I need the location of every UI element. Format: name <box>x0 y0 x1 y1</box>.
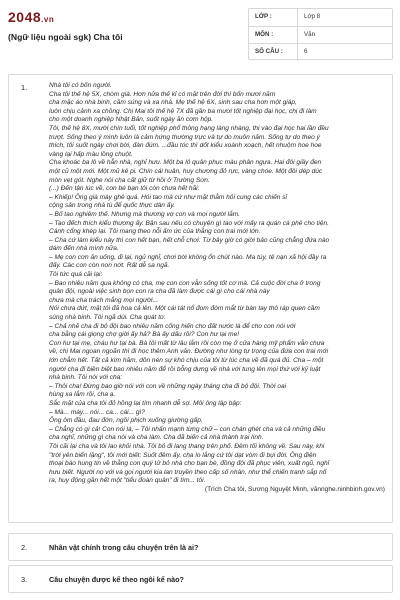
passage-line: Ông ôm đầu, đau đớn, ngồi phịch xuống giường gấp. <box>49 417 203 425</box>
passage-line: súng nhà binh. Tôi ngã dúi. Cha quát to: <box>49 314 166 322</box>
meta-info-box <box>248 8 393 60</box>
passage-line: chưa mà cha trách mắng mọi người... <box>49 296 159 304</box>
meta-divider <box>297 9 298 26</box>
passage-text <box>49 82 385 495</box>
passage-line: Sắc mặt của cha tôi đỏ hồng lại tím nhanh dễ sợ. Môi ông lập bập: <box>49 399 242 407</box>
question-number: 2. <box>21 543 28 552</box>
question-item <box>8 565 393 593</box>
passage-line: Con hư tại mẹ, cháu hư tại bà. Bà tôi mất từ lâu lắm rồi còn mẹ ở cửa hàng mỹ phẩm vẫn chưa <box>49 339 325 347</box>
passage-line: cộng sản trong nhà tù để quốc thực dân ấy. <box>49 202 175 210</box>
passage-line: – Bao nhiêu năm qua không có cha, mẹ con con vẫn sống tốt cơ mà. Cả cuộc đời cha ở trong <box>49 279 321 287</box>
meta-label-subject: MÔN : <box>255 30 274 38</box>
passage-line: ra, huy động gần hết một "tiểu đoàn quân" đi tìm... tôi. <box>49 477 206 485</box>
document-title: (Ngữ liệu ngoài sgk) Cha tôi <box>8 32 123 42</box>
passage-line: trượt. Sống theo ý mình luôn là cảm hứng thường trực và tự do muôn năm. Sống tự do theo ý <box>49 133 320 141</box>
passage-line: thích, tôi suốt ngày chơi bời, đàn đúm. ...đầu tóc thì dốt kiểu xoành xoạch, hết nhuộm hoe hoe <box>49 142 322 150</box>
passage-citation: (Trích Cha tôi, Sương Nguyệt Minh, vănnghe.ninhbinh.gov.vn) <box>204 485 385 493</box>
passage-line: Nhà tôi có bốn người. <box>49 82 112 89</box>
passage-line: vàng lại hấp màu lồng chuột. <box>49 150 133 158</box>
question-text: Nhân vật chính trong câu chuyện trên là ai? <box>49 543 199 552</box>
passage-line: một cũ một mới. Một mũ kê pi. Chín cái huân, huy chương đỏ rực, vàng chóe. Một đôi dép dúc <box>49 167 323 175</box>
passage-line: hùng xa lắm rồi, cha ạ. <box>49 391 116 399</box>
passage-line: – Bố tao nghiêm thế. Nhưng mà thương vợ con và mọi người lắm. <box>49 210 240 218</box>
meta-value-subject: Văn <box>304 30 316 38</box>
passage-line: Nói chưa dứt, mặt tôi đã hoa cả lên. Một cái tát nổ đom đóm mắt từ bàn tay thô ráp quen cầm <box>49 305 320 313</box>
logo-main: 2048 <box>8 9 42 25</box>
passage-line: – Thôi cha! Đừng bao giờ nói với con về những ngày tháng cha đi bộ đội. Thời oai <box>49 382 287 390</box>
meta-label-class: LỚP : <box>255 13 272 20</box>
meta-divider <box>297 27 298 44</box>
meta-row-count <box>249 44 392 61</box>
meta-value-class: Lớp 8 <box>304 13 321 20</box>
passage-number: 1. <box>21 83 28 92</box>
passage-line: Cánh cổng khép lại. Tôi mang theo nỗi ấm ức của thằng con trai mới lớn. <box>49 228 261 236</box>
passage-line: dám đến nhà mình nữa. <box>49 245 119 253</box>
passage-line: – Mà... mày... nói... ca... cái... gì? <box>49 408 145 416</box>
question-text: Câu chuyện được kể theo ngôi kể nào? <box>49 575 184 584</box>
meta-divider <box>297 44 298 61</box>
site-logo[interactable] <box>8 9 54 25</box>
passage-line: thoại báo hung tin về thằng con quý tử bỏ nhà cho bạn bè, đồng đội đã phục viên, xuất ngũ, nghỉ <box>49 460 330 468</box>
passage-line: cha bằng cái giọng chợ giời ấy hả? Bà ấy dấu rồi? Con hư lại me! <box>49 331 240 339</box>
passage-line: (...) Đến tận lúc về, con bé bạn tôi còn chưa hết hãi: <box>49 185 200 193</box>
passage-line: – Mẹ con cơn ăn uống, đi lại, ngủ nghỉ, chơi bời không ổn chút nào. Ma túy, tệ nạn xã hội đầy ra <box>49 253 327 261</box>
passage-card <box>8 74 393 523</box>
meta-row-class <box>249 9 392 27</box>
passage-line: người cha đi biền biệt bao nhiêu năm để rồi bỗng dưng về nhà với tung lên mọi thứ với kỷ luật <box>49 365 321 373</box>
passage-line: – Cha cứ làm kiểu này thì con hết bạn, hết chỗ chơi. Từ bây giờ có giời bảo cũng chẳng đứa nào <box>49 236 330 244</box>
passage-line: đấy. Các con còn non nớt. Rất dễ sa ngã. <box>49 262 170 270</box>
passage-line: cho một doanh nghiệp Nhật Bản, suốt ngày ăn cơm hộp. <box>49 116 214 124</box>
meta-value-count: 6 <box>304 48 308 55</box>
passage-line: – Chả nhẽ cha đi bộ đội bao nhiêu năm cống hiến cho đất nước là để cho con nói với <box>49 322 296 330</box>
header <box>0 0 400 70</box>
question-item <box>8 533 393 561</box>
meta-row-subject <box>249 27 392 45</box>
passage-line: Tôi cãi lại cha và tôi lao khỏi nhà. Tôi bỏ đi lang thang trên phố. Đêm tối không về. Sau này, khi <box>49 442 325 450</box>
passage-line: mòn vẹt gót. Nghe nói cha cất giữ từ hồi ở Trường Sơn. <box>49 176 210 184</box>
passage-line: nhà binh. Tôi nói với cha: <box>49 374 123 382</box>
passage-line: cha nghĩ, những gì cha nói và cha làm. Cha đã biến cả nhà thành trại lính. <box>49 434 264 442</box>
passage-line: luôn chịu cảnh xa chồng. Chị Mai tôi thế hệ 7X đã gần ba mươi tốt nghiệp đại học, chị đi làm <box>49 107 317 115</box>
passage-line: Tôi, thế hệ 8X, mười chín tuổi, tốt nghiệp phổ thông hạng làng nhàng, thi vào đại học hai lần đều <box>49 124 329 132</box>
meta-label-count: SỐ CÂU : <box>255 48 283 55</box>
logo-suffix: .vn <box>41 15 55 24</box>
passage-line: về, chị Mai ngoan ngoãn thì đi học thêm Anh văn. Đường như lòng tự trọng của đứa con trai mới <box>49 348 329 356</box>
passage-line: cha mặc áo nhà binh, cầm súng và xa nhà. Mẹ thế hệ 6X, sinh sau cha hơn một giáp, <box>49 99 297 107</box>
passage-line: hưu biết. Người nọ với và gọi người kia lan truyền theo cấp số nhân, như thể chiến tranh sắp nổ <box>49 468 327 476</box>
passage-line: – Khiếp! Ông già mày ghê quá. Hói tao mà cứ như mặt thằm hỏi cung các chiến sĩ <box>49 193 287 201</box>
passage-line: lớn chẳm hết. Tất cả kìm hãm, dồn nén sự khó chịu của tôi từ lúc cha về đã quá đủ. Cha – một <box>49 357 324 364</box>
passage-line: Cha tôi thế hệ 5X, chòm già. Hơn nửa thế kỉ có mặt trên đời thì bốn mươi năm <box>49 90 276 98</box>
passage-line: – Tao đếch thích kiểu thương ấy. Bận sau nếu có chuyện gì tao với mấy ra quán cà phê cho tiện. <box>49 219 329 227</box>
passage-line: "trời yên biển lặng", tôi mới biết: Suốt đêm ấy, cha lo lắng cứ tôi dạt vòm đi bụi đời. Ông điện <box>49 451 317 459</box>
passage-line: Tôi tức quá cãi lại: <box>49 271 103 279</box>
passage-line: quân đội, ngoài việc sinh bọn con ra cha đã làm được cái gì cho cái nhà này <box>49 288 270 296</box>
question-number: 3. <box>21 575 28 584</box>
passage-line: Cha khoác ba lô về hẳn nhà, nghỉ hưu. Một ba lô quân phục màu phân ngựa. Hai đôi giầy đen <box>49 159 322 167</box>
passage-line: – Chẳng có gì cả! Con nói là, – Tôi nhấn mạnh từng chữ – con chán ghét cha và cả những điều <box>49 425 326 433</box>
